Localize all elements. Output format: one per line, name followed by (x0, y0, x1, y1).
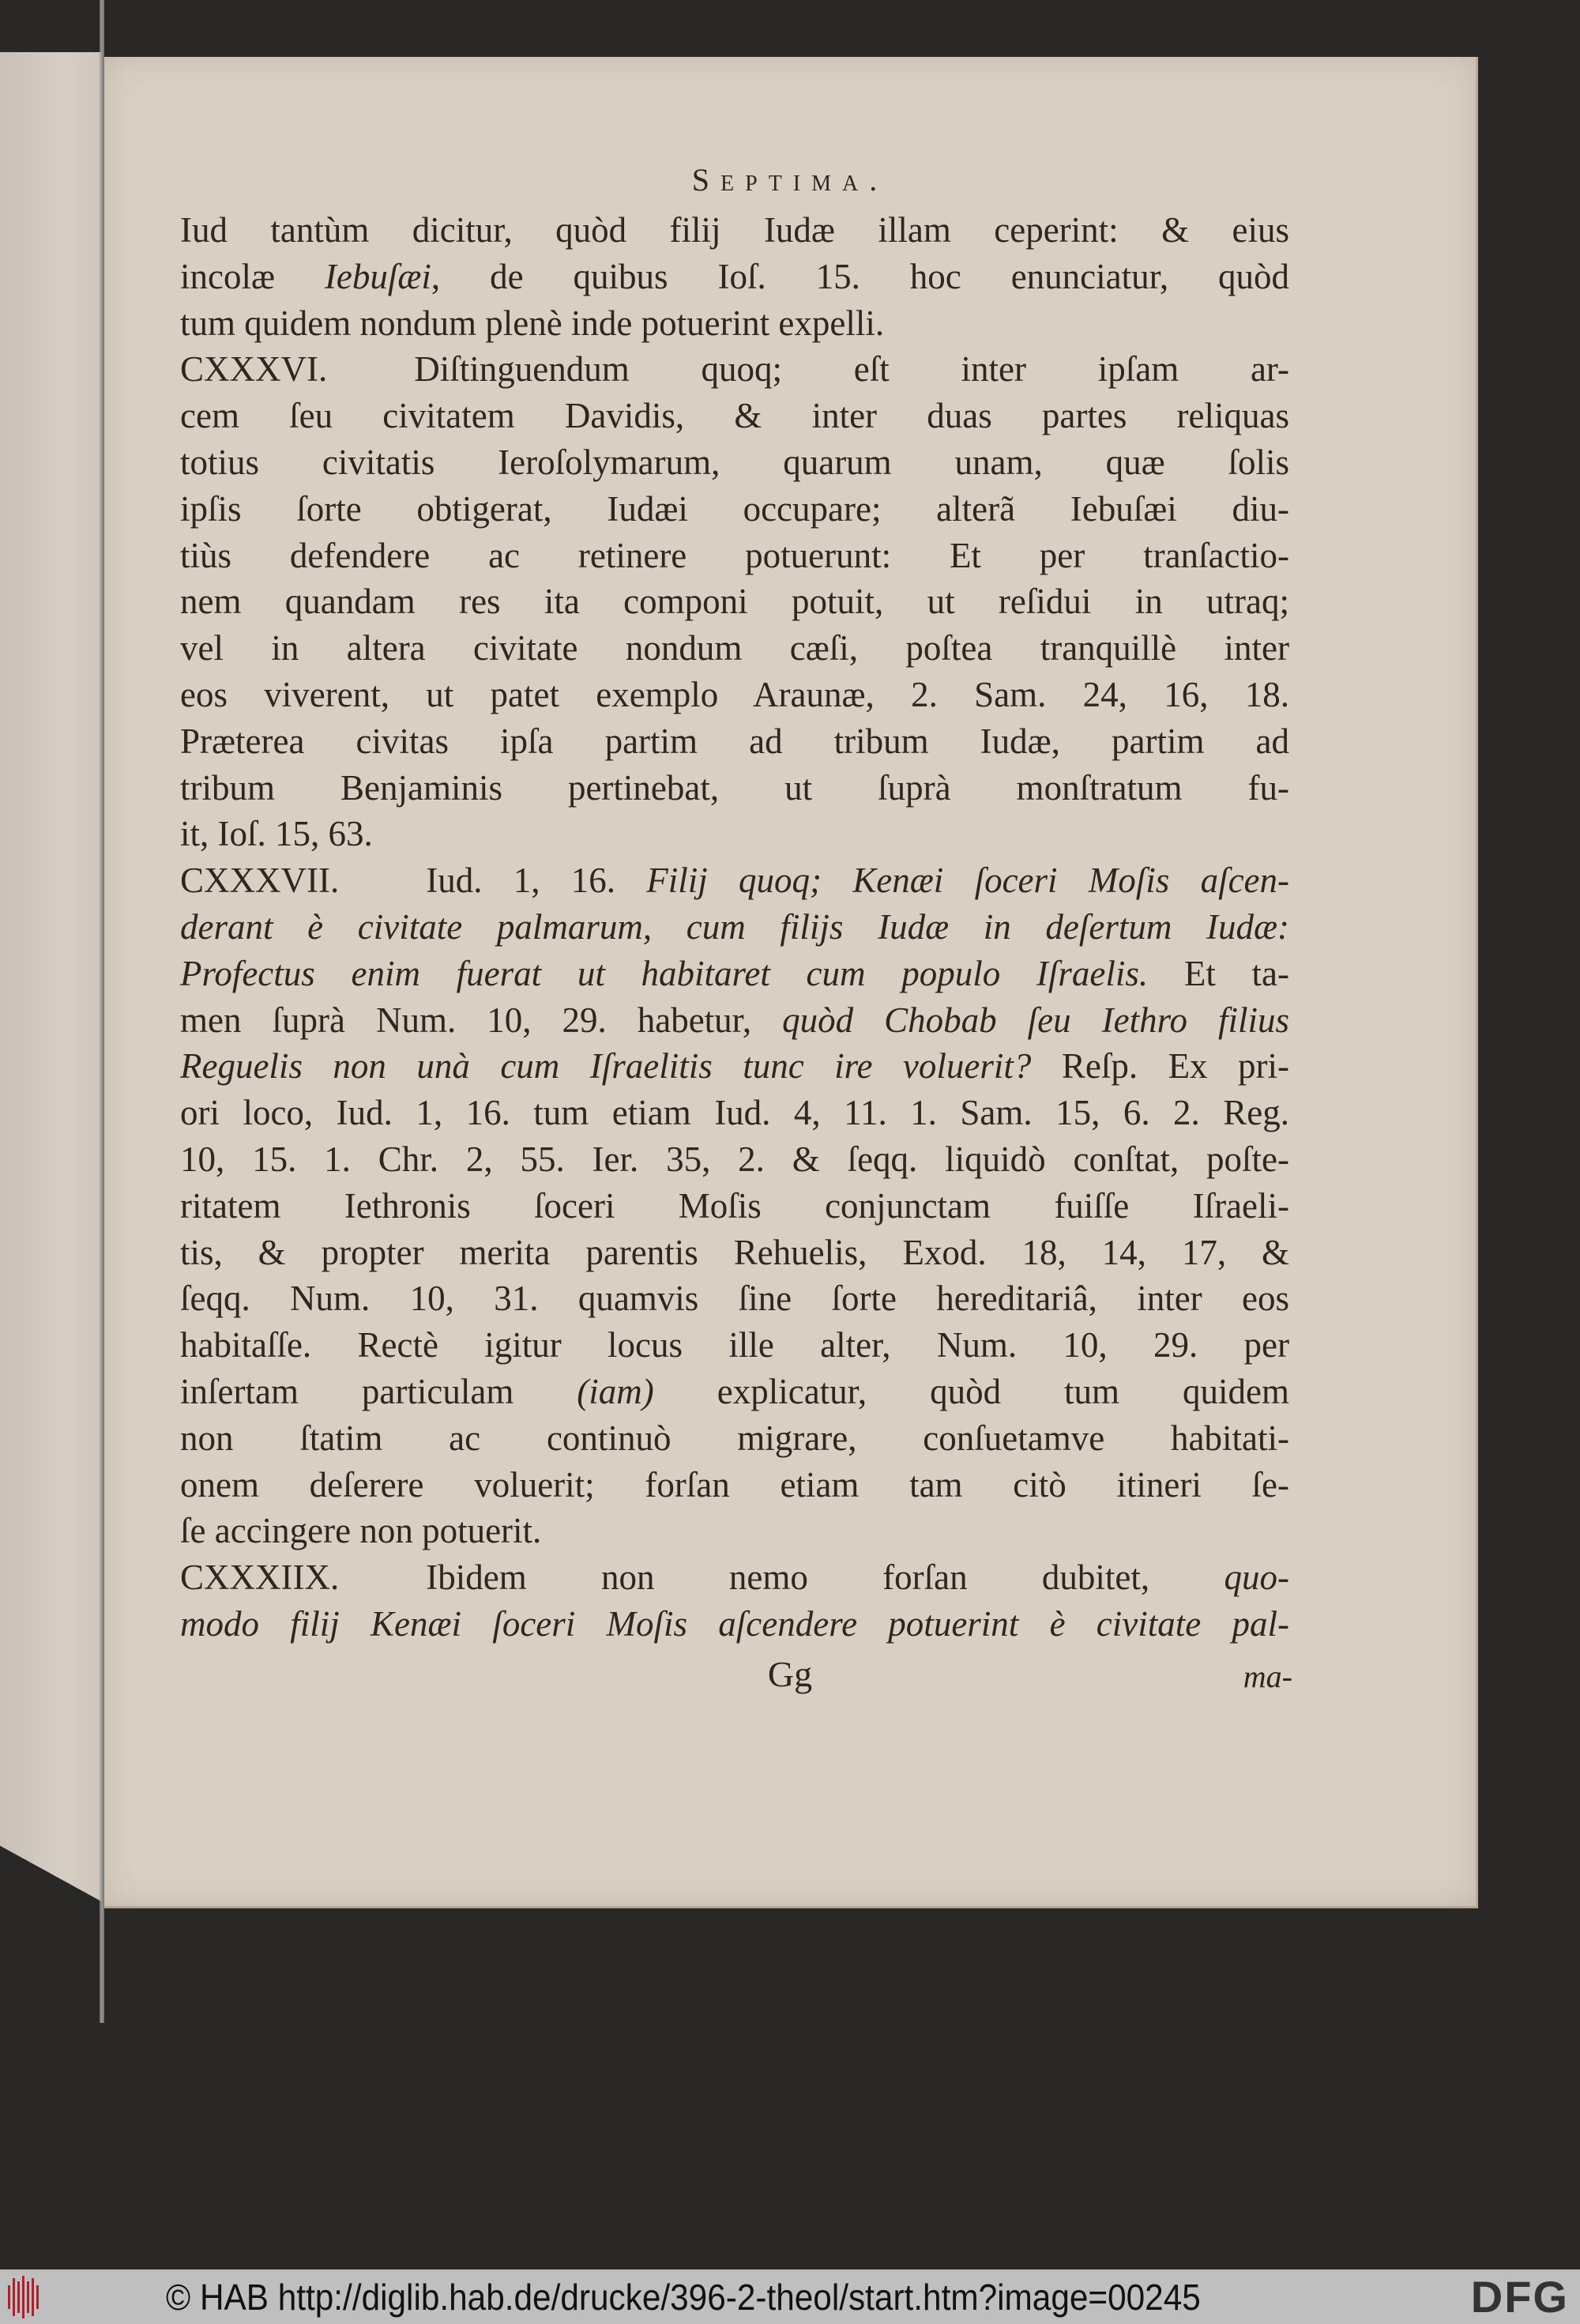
text-segment: ritatem Iethronis ſoceri Moſis conjunctam fuiſſe Iſraeli- (180, 1185, 1289, 1226)
italic-text: Profectus enim fuerat ut habitaret cum populo Iſraelis. (180, 953, 1149, 993)
italic-text: Reguelis non unà cum Iſraelitis tunc ire voluerit? (180, 1046, 1032, 1087)
hab-logo-icon (8, 2275, 40, 2319)
text-segment: Et ta- (1148, 953, 1290, 993)
book-page (104, 57, 1478, 1908)
text-line (180, 1369, 1289, 1415)
text-segment: Iud. 1, 16. (426, 861, 647, 901)
italic-text: (iam) (577, 1371, 654, 1411)
text-line (180, 1183, 1289, 1230)
text-segment: men ſuprà Num. 10, 29. habetur, (180, 1000, 783, 1040)
text-segment: nem quandam res ita componi potuit, ut reſidui in utraq; (180, 582, 1289, 622)
text-segment: vel in altera civitate nondum cæſi, poſtea tranquillè inter (180, 628, 1289, 669)
text-line (180, 1043, 1289, 1090)
copyright-link[interactable]: © HAB http://diglib.hab.de/drucke/396-2-theol/start.htm?image=00245 (166, 2276, 1201, 2318)
text-line (180, 578, 1289, 625)
text-segment: tum quidem nondum plenè inde potuerint expelli. (180, 303, 885, 343)
text-segment: 10, 15. 1. Chr. 2, 55. Ier. 35, 2. & ſeqq. liquidò conſtat, poſte- (180, 1139, 1289, 1179)
text-line (180, 904, 1289, 951)
text-segment: Iud tantùm dicitur, quòd filij Iudæ illam ceperint: & eius (180, 210, 1289, 250)
dfg-logo: DFG (1470, 2272, 1569, 2322)
italic-text: quòd Chobab ſeu Iethro filius (782, 1000, 1289, 1040)
text-line (180, 300, 1289, 347)
text-segment: tribum Benjaminis pertinebat, ut ſuprà monſtratum fu- (180, 767, 1289, 808)
text-line (180, 765, 1289, 812)
text-line (180, 254, 1289, 300)
text-block (180, 207, 1289, 1648)
text-line (180, 1601, 1289, 1648)
italic-text: quo- (1224, 1557, 1289, 1598)
text-segment: , de quibus Ioſ. 15. hoc enunciatur, quòd (431, 256, 1289, 296)
text-segment: ori loco, Iud. 1, 16. tum etiam Iud. 4, 11. 1. Sam. 15, 6. 2. Reg. (180, 1093, 1289, 1133)
text-line (180, 1322, 1289, 1369)
text-segment: habitaſſe. Rectè igitur locus ille alter, Num. 10, 29. per (180, 1325, 1289, 1365)
text-segment: totius civitatis Ieroſolymarum, quarum unam, quæ ſolis (180, 442, 1289, 482)
text-line (180, 207, 1289, 254)
text-line (180, 486, 1289, 533)
text-segment: incolæ (180, 256, 325, 296)
text-line (180, 393, 1289, 439)
text-line (180, 1462, 1289, 1509)
text-line (180, 1275, 1289, 1322)
text-line (180, 439, 1289, 486)
signature-mark: Gg (767, 1654, 813, 1694)
running-head: Septima. (691, 162, 889, 198)
text-line (180, 718, 1289, 765)
text-segment: Diſtinguendum quoq; eſt inter ipſam ar- (414, 349, 1289, 390)
text-line (180, 1230, 1289, 1276)
text-line (180, 625, 1289, 672)
section-number: CXXXVII. (180, 861, 340, 901)
text-segment: inſertam particulam (180, 1371, 577, 1411)
text-segment: ſeqq. Num. 10, 31. quamvis ſine ſorte hereditariâ, inter eos (180, 1279, 1289, 1319)
catchword: ma- (1243, 1659, 1292, 1694)
text-segment: it, Ioſ. 15, 63. (180, 814, 373, 854)
italic-text: Filij quoq; Kenæi ſoceri Moſis aſcen- (646, 861, 1289, 901)
text-segment: Reſp. Ex pri- (1031, 1046, 1289, 1087)
italic-text: modo filij Kenæi ſoceri Moſis aſcendere potuerint è civitate pal- (180, 1603, 1289, 1644)
text-line (180, 951, 1289, 997)
text-segment: non ſtatim ac continuò migrare, conſuetamve habitati- (180, 1418, 1289, 1458)
text-segment: cem ſeu civitatem Davidis, & inter duas partes reliquas (180, 396, 1289, 436)
text-segment: ipſis ſorte obtigerat, Iudæi occupare; alterã Iebuſæi diu- (180, 488, 1289, 529)
text-line (180, 1508, 1289, 1554)
text-segment: explicatur, quòd tum quidem (653, 1371, 1289, 1411)
text-line (180, 997, 1289, 1044)
text-line (180, 346, 1289, 393)
section-number: CXXXIIX. (180, 1557, 340, 1598)
italic-text: Iebuſæi (324, 256, 431, 296)
text-segment: tis, & propter merita parentis Rehuelis, Exod. 18, 14, 17, & (180, 1232, 1289, 1272)
text-line (180, 1136, 1289, 1183)
text-segment: eos viverent, ut patet exemplo Araunæ, 2. Sam. 24, 16, 18. (180, 674, 1289, 714)
text-line (180, 811, 1289, 857)
text-line (180, 1415, 1289, 1462)
text-segment: ſe accingere non potuerit. (180, 1511, 542, 1551)
text-segment: tiùs defendere ac retinere potuerunt: Et per tranſactio- (180, 535, 1289, 575)
previous-page-edge (0, 52, 101, 1901)
text-line (180, 1554, 1289, 1601)
text-line (180, 533, 1289, 579)
text-line (180, 1090, 1289, 1136)
text-segment: Præterea civitas ipſa partim ad tribum Iudæ, partim ad (180, 721, 1289, 761)
text-segment: onem deſerere voluerit; forſan etiam tam citò itineri ſe- (180, 1464, 1289, 1505)
section-number: CXXXVI. (180, 349, 328, 390)
text-line (180, 672, 1289, 718)
text-segment: Ibidem non nemo forſan dubitet, (426, 1557, 1224, 1598)
footer-bar (0, 2269, 1580, 2324)
text-line (180, 857, 1289, 904)
italic-text: derant è civitate palmarum, cum filijs Iudæ in deſertum Iudæ: (180, 906, 1289, 947)
